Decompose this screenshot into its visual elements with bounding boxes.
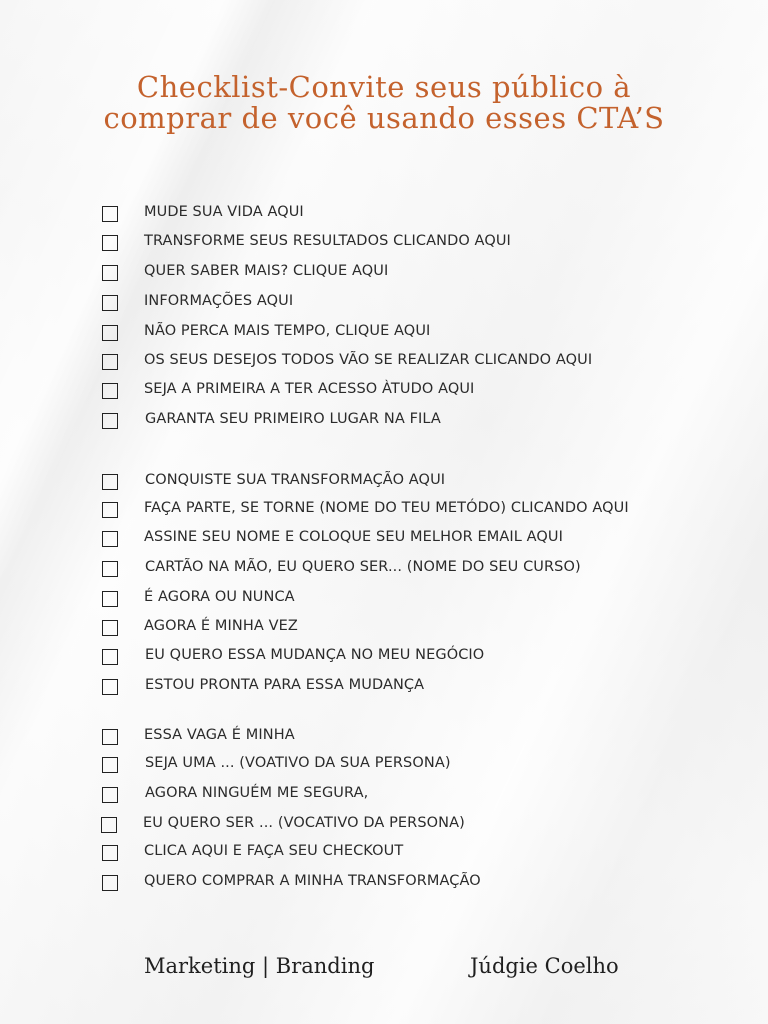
checklist-item-label: EU QUERO SER ... (VOCATIVO DA PERSONA) <box>143 815 465 831</box>
checkbox[interactable] <box>102 413 118 429</box>
checklist-item-label: QUERO COMPRAR A MINHA TRANSFORMAÇÃO <box>144 873 481 889</box>
checkbox[interactable] <box>102 679 118 695</box>
footer-author: Júdgie Coelho <box>470 954 619 978</box>
checklist-item-label: SEJA UMA ... (VOATIVO DA SUA PERSONA) <box>145 755 451 771</box>
checkbox[interactable] <box>102 354 118 370</box>
checklist-item-label: ESTOU PRONTA PARA ESSA MUDANÇA <box>145 677 425 693</box>
checklist-item-label: INFORMAÇÕES AQUI <box>144 293 294 309</box>
checklist-item-label: CLICA AQUI E FAÇA SEU CHECKOUT <box>144 843 404 859</box>
checklist-item-label: AGORA É MINHA VEZ <box>144 618 298 634</box>
footer-tagline: Marketing | Branding <box>144 954 375 978</box>
checklist-item-label: CONQUISTE SUA TRANSFORMAÇÃO AQUI <box>145 472 446 488</box>
checkbox[interactable] <box>102 502 118 518</box>
checkbox[interactable] <box>102 474 118 490</box>
checklist-item-label: ESSA VAGA É MINHA <box>144 727 295 743</box>
checkbox[interactable] <box>102 295 118 311</box>
checklist-item-label: TRANSFORME SEUS RESULTADOS CLICANDO AQUI <box>144 233 511 249</box>
checkbox[interactable] <box>102 649 118 665</box>
checkbox[interactable] <box>102 531 118 547</box>
checkbox[interactable] <box>102 383 118 399</box>
checklist-item-label: ASSINE SEU NOME E COLOQUE SEU MELHOR EMAIL AQUI <box>144 529 563 545</box>
checkbox[interactable] <box>102 845 118 861</box>
page-title-line-2: comprar de você usando esses CTA’S <box>103 101 665 135</box>
checklist-item-label: QUER SABER MAIS? CLIQUE AQUI <box>144 263 389 279</box>
checklist-item-label: NÃO PERCA MAIS TEMPO, CLIQUE AQUI <box>144 323 431 339</box>
checklist-item-label: FAÇA PARTE, SE TORNE (NOME DO TEU METÓDO) CLICANDO AQUI <box>144 500 629 516</box>
checkbox[interactable] <box>102 265 118 281</box>
checkbox[interactable] <box>102 206 118 222</box>
checkbox[interactable] <box>102 875 118 891</box>
checklist-item-label: OS SEUS DESEJOS TODOS VÃO SE REALIZAR CLICANDO AQUI <box>144 352 593 368</box>
checkbox[interactable] <box>102 591 118 607</box>
checkbox[interactable] <box>102 561 118 577</box>
checklist-item-label: CARTÃO NA MÃO, EU QUERO SER... (NOME DO SEU CURSO) <box>145 559 581 575</box>
checklist-item-label: AGORA NINGUÉM ME SEGURA, <box>145 785 369 801</box>
checklist-item-label: SEJA A PRIMEIRA A TER ACESSO ÀTUDO AQUI <box>144 381 475 397</box>
checkbox[interactable] <box>102 325 118 341</box>
checkbox[interactable] <box>102 729 118 745</box>
checkbox[interactable] <box>102 235 118 251</box>
checklist-item-label: É AGORA OU NUNCA <box>144 589 295 605</box>
checkbox[interactable] <box>102 787 118 803</box>
checkbox[interactable] <box>102 620 118 636</box>
checklist-item-label: GARANTA SEU PRIMEIRO LUGAR NA FILA <box>145 411 441 427</box>
checkbox[interactable] <box>102 757 118 773</box>
checklist-item-label: EU QUERO ESSA MUDANÇA NO MEU NEGÓCIO <box>145 647 485 663</box>
checkbox[interactable] <box>101 817 117 833</box>
page-title-line-1: Checklist-Convite seus público à <box>136 70 632 104</box>
checklist-item-label: MUDE SUA VIDA AQUI <box>144 204 304 220</box>
